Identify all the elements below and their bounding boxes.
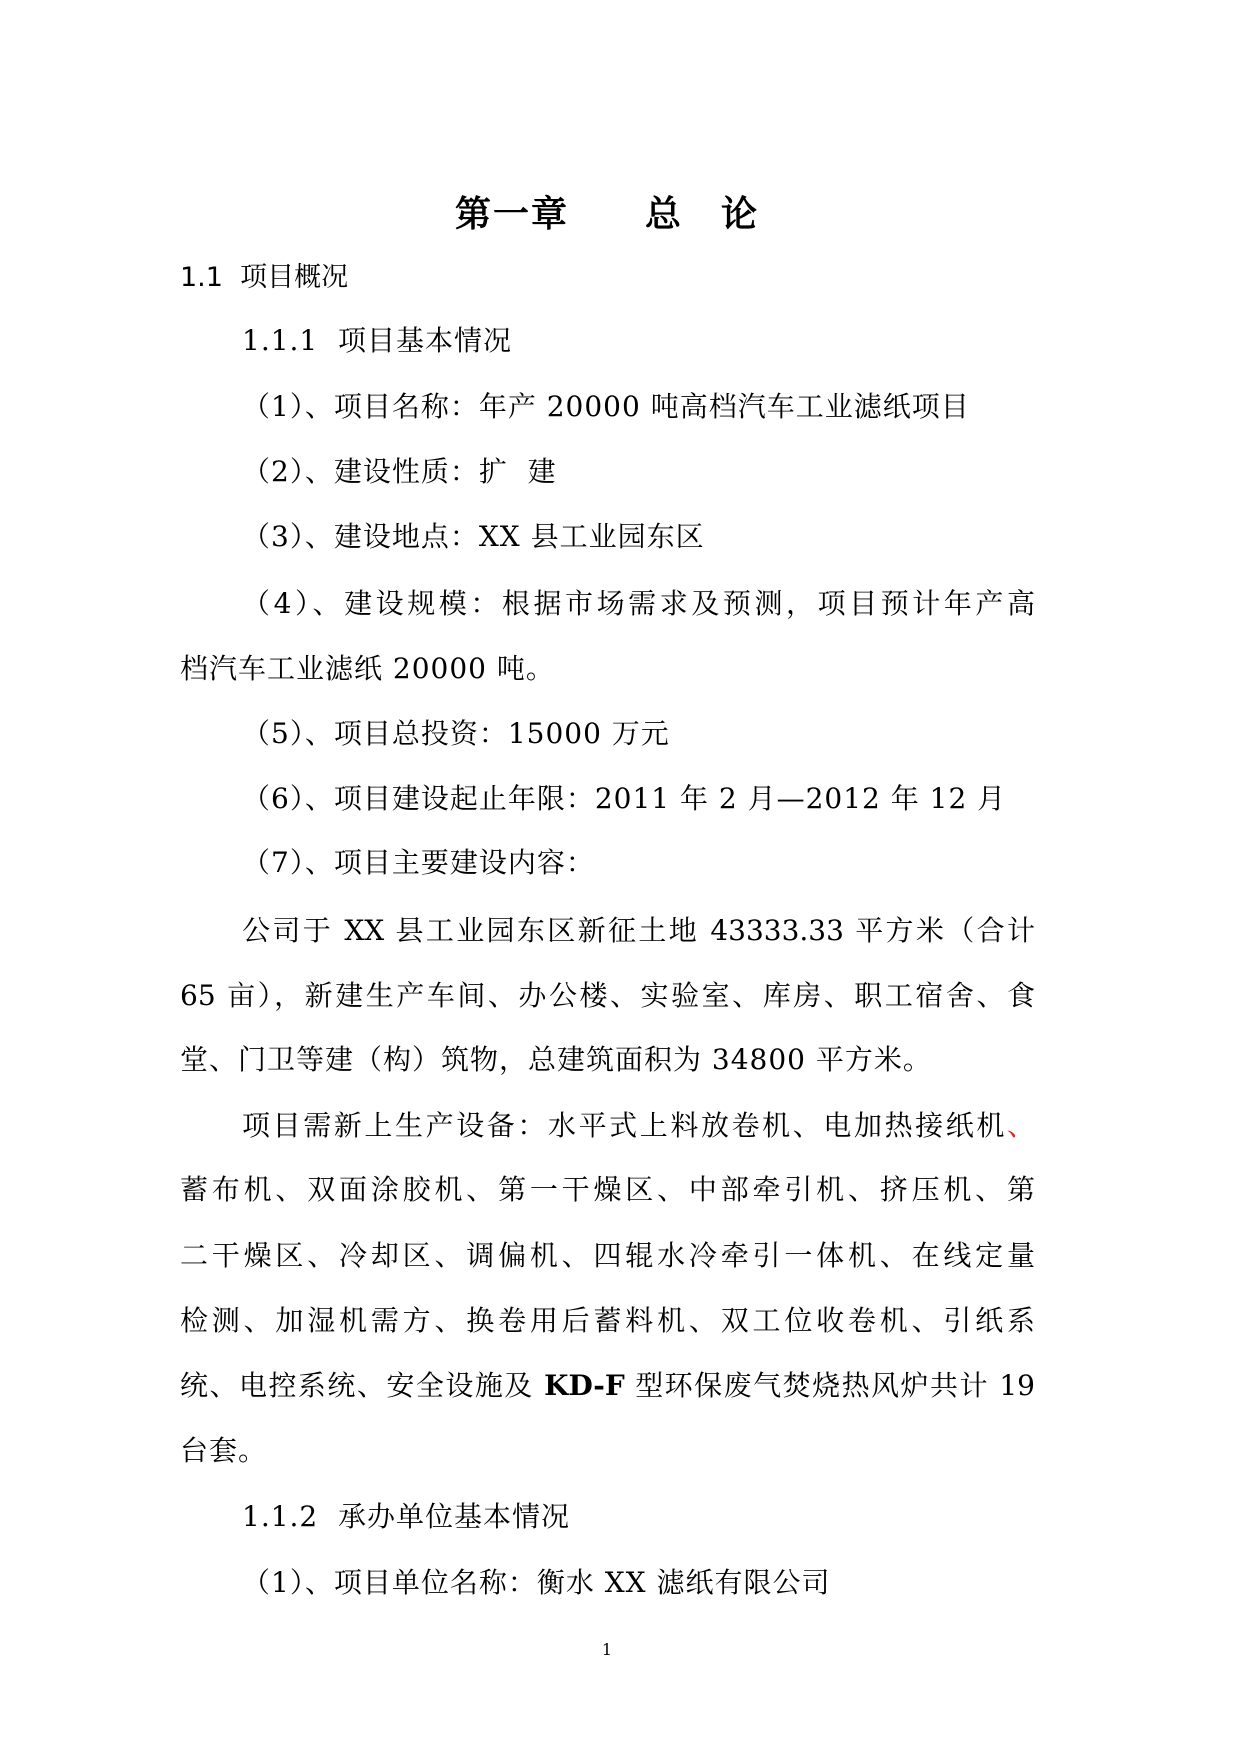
paragraph-line: 堂、门卫等建（构）筑物，总建筑面积为 34800 平方米。 <box>180 1043 932 1076</box>
item-total-investment: （5）、项目总投资：15000 万元 <box>242 717 670 750</box>
paragraph-line: 二干燥区、冷却区、调偏机、四辊水冷牵引一体机、在线定量 <box>180 1239 1035 1272</box>
model-number: KD-F <box>544 1369 625 1402</box>
subsection-heading-1-1-1: 1.1.1 项目基本情况 <box>242 324 513 357</box>
paragraph-line <box>180 1366 1035 1406</box>
paragraph-line: 蓄布机、双面涂胶机、第一干燥区、中部牵引机、挤压机、第 <box>180 1173 1035 1206</box>
item-main-content: （7）、项目主要建设内容： <box>242 846 595 879</box>
page-number: 1 <box>601 1640 613 1659</box>
chapter-title: 第一章 总 论 <box>454 193 759 235</box>
item-project-name: （1）、项目名称：年产 20000 吨高档汽车工业滤纸项目 <box>242 390 970 423</box>
paragraph-line: 检测、加湿机需方、换卷用后蓄料机、双工位收卷机、引纸系 <box>180 1304 1035 1337</box>
section-heading-1-1: 1.1 项目概况 <box>180 262 349 293</box>
paragraph-line: 公司于 XX 县工业园东区新征土地 43333.33 平方米（合计 <box>242 914 1035 947</box>
paragraph-text: 型环保废气焚烧热风炉共计 19 <box>624 1369 1035 1402</box>
paragraph-text: 项目需新上生产设备：水平式上料放卷机、电加热接纸机 <box>242 1109 1007 1142</box>
paragraph-text: 统、电控系统、安全设施及 <box>180 1369 545 1402</box>
item-construction-nature: （2）、建设性质：扩 建 <box>242 455 557 488</box>
paragraph-line: 台套。 <box>180 1434 268 1467</box>
paragraph-line: 65 亩），新建生产车间、办公楼、实验室、库房、职工宿舍、食 <box>180 979 1035 1012</box>
item-construction-location: （3）、建设地点：XX 县工业园东区 <box>242 520 705 553</box>
item-company-name: （1）、项目单位名称：衡水 XX 滤纸有限公司 <box>242 1566 831 1599</box>
item-construction-period: （6）、项目建设起止年限：2011 年 2 月—2012 年 12 月 <box>242 782 1007 815</box>
highlighted-mark: 、 <box>1006 1109 1035 1142</box>
item-construction-scale-line: 档汽车工业滤纸 20000 吨。 <box>180 652 555 685</box>
paragraph-line <box>242 1106 1035 1146</box>
subsection-heading-1-1-2: 1.1.2 承办单位基本情况 <box>242 1500 571 1533</box>
item-construction-scale-line: （4）、建设规模：根据市场需求及预测，项目预计年产高 <box>242 587 1035 620</box>
